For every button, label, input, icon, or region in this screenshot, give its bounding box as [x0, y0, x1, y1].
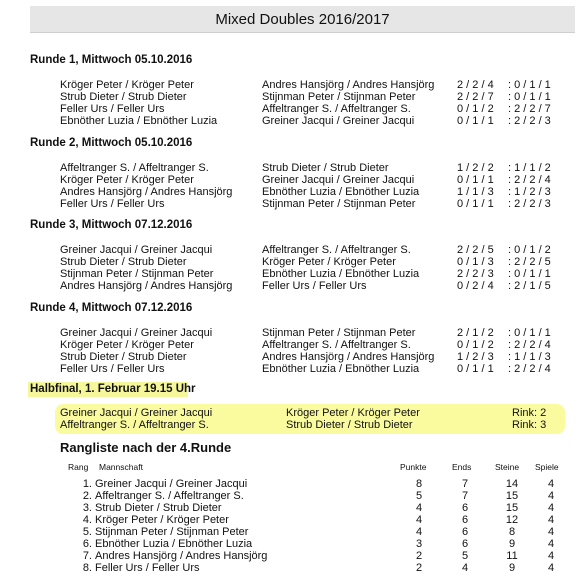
away-team: Stijnman Peter / Stijnman Peter [262, 91, 416, 103]
home-team: Strub Dieter / Strub Dieter [60, 256, 187, 268]
home-team: Strub Dieter / Strub Dieter [60, 351, 187, 363]
games: 4 [547, 538, 555, 550]
away-team: Stijnman Peter / Stijnman Peter [262, 198, 416, 210]
home-team: Stijnman Peter / Stijnman Peter [60, 268, 214, 280]
rank: 6. [82, 538, 92, 550]
away-team: Affeltranger S. / Affeltranger S. [262, 103, 411, 115]
team: Ebnöther Luzia / Ebnöther Luzia [95, 538, 253, 550]
game-row [60, 162, 580, 174]
game-row [60, 268, 580, 280]
semifinal-heading: Halbfinal, 1. Februar 19.15 Uhr [30, 383, 196, 395]
home-score: 0 / 1 / 2 [457, 103, 494, 115]
points-column-header: Punkte [400, 462, 427, 472]
home-team: Greiner Jacqui / Greiner Jacqui [60, 327, 213, 339]
ranking-row [68, 526, 568, 538]
rank: 4. [82, 514, 92, 526]
home-team: Feller Urs / Feller Urs [60, 198, 165, 210]
away-score: : 1 / 1 / 2 [508, 162, 551, 174]
points: 8 [415, 478, 423, 490]
away-score: : 0 / 1 / 1 [508, 327, 551, 339]
round-1-heading: Runde 1, Mittwoch 05.10.2016 [30, 54, 193, 66]
ranking-heading: Rangliste nach der 4.Runde [60, 440, 232, 455]
home-team: Affeltranger S. / Affeltranger S. [60, 162, 209, 174]
ranking-row [68, 502, 568, 514]
away-score: : 0 / 1 / 1 [508, 91, 551, 103]
semifinal-row [60, 407, 560, 419]
ends: 6 [461, 526, 469, 538]
points: 4 [415, 526, 423, 538]
away-team: Strub Dieter / Strub Dieter [286, 419, 413, 431]
ranking-row [68, 478, 568, 490]
ranking-header-row [68, 462, 568, 472]
home-score: 0 / 1 / 1 [457, 115, 494, 127]
stones: 15 [505, 490, 519, 502]
home-score: 2 / 2 / 5 [457, 244, 494, 256]
home-score: 2 / 2 / 7 [457, 91, 494, 103]
away-team: Greiner Jacqui / Greiner Jacqui [262, 115, 415, 127]
away-team: Ebnöther Luzia / Ebnöther Luzia [262, 363, 420, 375]
rank: 8. [82, 562, 92, 574]
home-team: Feller Urs / Feller Urs [60, 103, 165, 115]
home-score: 0 / 1 / 1 [457, 174, 494, 186]
game-row [60, 115, 580, 127]
away-team: Kröger Peter / Kröger Peter [262, 256, 396, 268]
home-score: 1 / 2 / 2 [457, 162, 494, 174]
rank: 2. [82, 490, 92, 502]
team: Greiner Jacqui / Greiner Jacqui [95, 478, 248, 490]
home-team: Strub Dieter / Strub Dieter [60, 91, 187, 103]
rank: 5. [82, 526, 92, 538]
ends: 6 [461, 514, 469, 526]
ends: 7 [461, 490, 469, 502]
home-team: Andres Hansjörg / Andres Hansjörg [60, 186, 233, 198]
game-row [60, 174, 580, 186]
game-row [60, 103, 580, 115]
away-score: : 2 / 2 / 3 [508, 198, 551, 210]
away-score: : 2 / 1 / 5 [508, 280, 551, 292]
away-team: Affeltranger S. / Affeltranger S. [262, 244, 411, 256]
round-3-heading: Runde 3, Mittwoch 07.12.2016 [30, 219, 193, 231]
away-score: : 2 / 2 / 4 [508, 174, 551, 186]
away-team: Kröger Peter / Kröger Peter [286, 407, 420, 419]
home-team: Kröger Peter / Kröger Peter [60, 79, 194, 91]
home-score: 2 / 2 / 3 [457, 268, 494, 280]
away-score: : 2 / 2 / 3 [508, 115, 551, 127]
game-row [60, 351, 580, 363]
points: 2 [415, 562, 423, 574]
rank: 7. [82, 550, 92, 562]
game-row [60, 79, 580, 91]
home-team: Feller Urs / Feller Urs [60, 363, 165, 375]
home-score: 0 / 1 / 1 [457, 363, 494, 375]
stones: 14 [505, 478, 519, 490]
game-row [60, 339, 580, 351]
games: 4 [547, 562, 555, 574]
home-team: Kröger Peter / Kröger Peter [60, 339, 194, 351]
games-column-header: Spiele [535, 462, 559, 472]
ends: 5 [461, 550, 469, 562]
away-score: : 2 / 2 / 7 [508, 103, 551, 115]
ranking-row [68, 538, 568, 550]
game-row [60, 244, 580, 256]
rank: 1. [82, 478, 92, 490]
games: 4 [547, 550, 555, 562]
away-team: Andres Hansjörg / Andres Hansjörg [262, 79, 435, 91]
ends: 7 [461, 478, 469, 490]
title-bar [30, 6, 575, 33]
away-score: : 0 / 1 / 2 [508, 244, 551, 256]
points: 3 [415, 538, 423, 550]
away-team: Stijnman Peter / Stijnman Peter [262, 327, 416, 339]
away-score: : 2 / 2 / 4 [508, 339, 551, 351]
home-team: Affeltranger S. / Affeltranger S. [60, 419, 209, 431]
away-score: : 1 / 1 / 3 [508, 351, 551, 363]
points: 2 [415, 550, 423, 562]
rink-label: Rink: 3 [512, 419, 547, 431]
team: Strub Dieter / Strub Dieter [95, 502, 222, 514]
stones: 12 [505, 514, 519, 526]
home-team: Greiner Jacqui / Greiner Jacqui [60, 244, 213, 256]
home-score: 0 / 1 / 2 [457, 339, 494, 351]
away-team: Strub Dieter / Strub Dieter [262, 162, 389, 174]
ends: 6 [461, 502, 469, 514]
points: 5 [415, 490, 423, 502]
stones: 8 [508, 526, 516, 538]
game-row [60, 186, 580, 198]
away-score: : 2 / 2 / 5 [508, 256, 551, 268]
home-team: Kröger Peter / Kröger Peter [60, 174, 194, 186]
games: 4 [547, 478, 555, 490]
rank: 3. [82, 502, 92, 514]
points: 4 [415, 502, 423, 514]
games: 4 [547, 514, 555, 526]
away-team: Affeltranger S. / Affeltranger S. [262, 339, 411, 351]
team: Andres Hansjörg / Andres Hansjörg [95, 550, 268, 562]
away-team: Ebnöther Luzia / Ebnöther Luzia [262, 186, 420, 198]
home-score: 1 / 1 / 3 [457, 186, 494, 198]
away-team: Andres Hansjörg / Andres Hansjörg [262, 351, 435, 363]
page-title: Mixed Doubles 2016/2017 [215, 10, 390, 28]
ends: 4 [461, 562, 469, 574]
ranking-row [68, 550, 568, 562]
games: 4 [547, 502, 555, 514]
home-score: 0 / 2 / 4 [457, 280, 494, 292]
game-row [60, 91, 580, 103]
round-4-heading: Runde 4, Mittwoch 07.12.2016 [30, 302, 193, 314]
ends-column-header: Ends [452, 462, 472, 472]
away-score: : 2 / 2 / 4 [508, 363, 551, 375]
rink-label: Rink: 2 [512, 407, 547, 419]
away-team: Greiner Jacqui / Greiner Jacqui [262, 174, 415, 186]
game-row [60, 256, 580, 268]
team-column-header: Mannschaft [99, 462, 143, 472]
game-row [60, 363, 580, 375]
home-team: Andres Hansjörg / Andres Hansjörg [60, 280, 233, 292]
away-score: : 0 / 1 / 1 [508, 79, 551, 91]
games: 4 [547, 490, 555, 502]
away-score: : 1 / 2 / 3 [508, 186, 551, 198]
home-team: Ebnöther Luzia / Ebnöther Luzia [60, 115, 218, 127]
game-row [60, 327, 580, 339]
stones-column-header: Steine [495, 462, 520, 472]
team: Stijnman Peter / Stijnman Peter [95, 526, 249, 538]
team: Kröger Peter / Kröger Peter [95, 514, 229, 526]
home-score: 1 / 2 / 3 [457, 351, 494, 363]
away-score: : 0 / 1 / 1 [508, 268, 551, 280]
ranking-row [68, 514, 568, 526]
home-team: Greiner Jacqui / Greiner Jacqui [60, 407, 213, 419]
home-score: 0 / 1 / 1 [457, 198, 494, 210]
away-team: Feller Urs / Feller Urs [262, 280, 367, 292]
ranking-row [68, 490, 568, 502]
home-score: 0 / 1 / 3 [457, 256, 494, 268]
game-row [60, 280, 580, 292]
home-score: 2 / 1 / 2 [457, 327, 494, 339]
team: Affeltranger S. / Affeltranger S. [95, 490, 244, 502]
rank-column-header: Rang [68, 462, 89, 472]
ranking-row [68, 562, 568, 574]
ends: 6 [461, 538, 469, 550]
game-row [60, 198, 580, 210]
stones: 9 [508, 538, 516, 550]
team: Feller Urs / Feller Urs [95, 562, 200, 574]
home-score: 2 / 2 / 4 [457, 79, 494, 91]
stones: 11 [506, 550, 518, 562]
points: 4 [415, 514, 423, 526]
stones: 15 [505, 502, 519, 514]
round-2-heading: Runde 2, Mittwoch 05.10.2016 [30, 137, 193, 149]
away-team: Ebnöther Luzia / Ebnöther Luzia [262, 268, 420, 280]
games: 4 [547, 526, 555, 538]
stones: 9 [508, 562, 516, 574]
semifinal-row [60, 419, 560, 431]
